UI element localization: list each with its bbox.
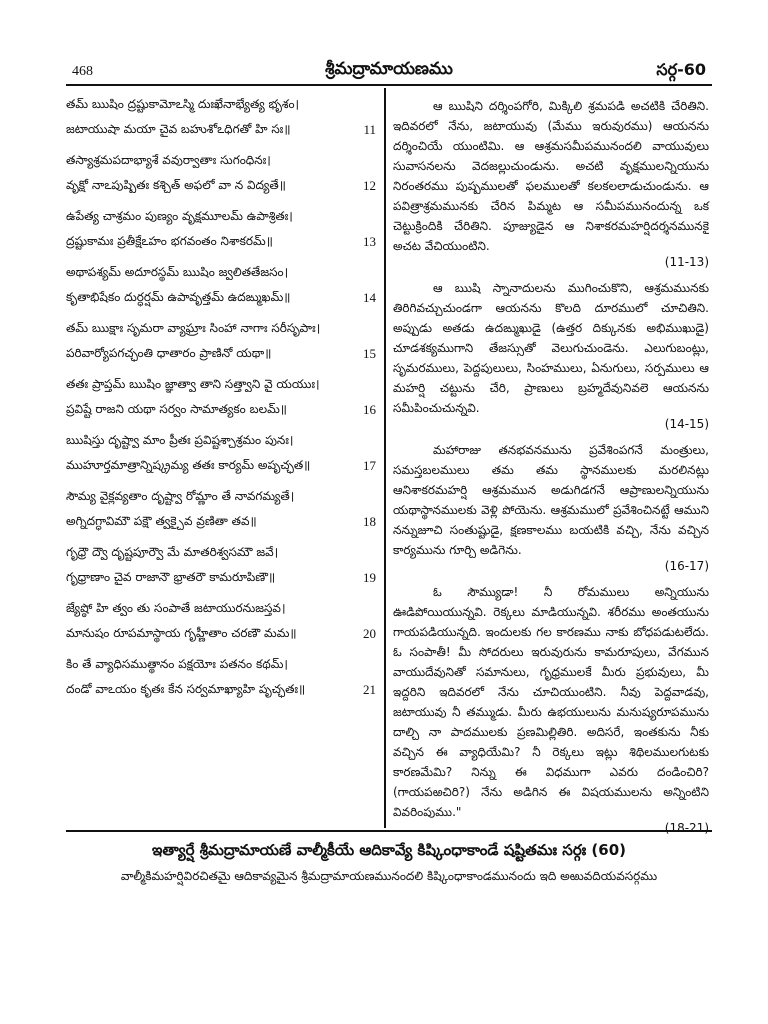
verse-line: అథాపశ్యమ్ అదూరస్థమ్ ఋషిం జ్వలితతేజసం। [66,265,289,279]
verse-line: గృధ్రాణాం చైవ రాజానౌ భ్రాతరౌ కామరూపిణౌ॥ 19 [66,565,378,590]
verse-line: వృక్షో నాఽపుష్పితః కశ్చిత్ అఫలో వా న విద్యతే॥ 12 [66,173,378,198]
verse-group [66,540,378,590]
commentary-paragraph [393,96,709,270]
verse-number: 17 [363,458,376,473]
verse-line: జ్యేష్ఠో హి త్వం తు సంపాతే జటాయురనుజస్తవ। [66,601,286,615]
verse-number: 14 [363,290,376,305]
verse-reference: (16-17) [664,559,709,573]
verse-number: 13 [363,234,376,249]
verse-line: తమ్ ఋషిం ద్రష్టుకామోఽస్మి దుఃఖేనాభ్యేత్య భృశం। [66,97,300,111]
verse-reference: (14-15) [664,417,709,431]
verse-group [66,484,378,534]
verse-group [66,652,378,702]
telugu-commentary-column [393,96,709,844]
verse-line: కిం తే వ్యాధిసముత్థానం పక్షయోః పతనం కథమ్। [66,657,288,671]
verse-line: తస్యాశ్రమపదాభ్యాశే వవుర్వాతాః సుగంధినః। [66,153,271,167]
verse-group [66,596,378,646]
colophon-sanskrit: ఇత్యార్షే శ్రీమద్రామాయణే వాల్మీకీయే ఆదికావ్యే కిష్కింధాకాండే షష్టితమః సర్గః (60) [152,841,626,859]
verse-group [66,148,378,198]
verse-group [66,92,378,142]
verse-group [66,316,378,366]
chapter-label: సర్గ-60 [656,60,706,79]
verse-group [66,428,378,478]
commentary-text: ఆ ఋషిని దర్శింపగోరి, మిక్కిలి శ్రమపడి అచటికి చేరితిని. ఇదివరలో నేను, జటాయువు (మేము ఇరువురము) ఆయనను దర్శించియే యుంటిమి. ఆ ఆశ్రమసమీపమునందలి వాయువులు సువాసనలను వెదజల్లుచుండును. అచటి వృక్షములన్నియును నిరంతరము పుష్పములతో ఫలములతో కలకలలాడుచుండును. ఆ పవిత్రాశ్రమమునకు చేరిన పిమ్మట ఆ సమీపమునందున్న ఒక చెట్టుక్రిందికి చేరితిని. పూజ్యుడైన ఆ నిశాకరమహర్షిదర్శనమునకై అచట వేచియుంటిని. [393,99,709,253]
verse-line: కృతాభిషేకం దుర్ధర్షమ్ ఉపావృత్తమ్ ఉదఙ్ముఖమ్॥ 14 [66,285,378,310]
commentary-paragraph [393,582,709,836]
verse-line: ద్రష్టుకామః ప్రతీక్షేఽహం భగవంతం నిశాకరమ్॥ 13 [66,229,378,254]
verse-line: పరివార్యోపగచ్ఛంతి ధాతారం ప్రాణినో యథా॥ 15 [66,341,378,366]
verse-number: 12 [363,178,376,193]
verse-line: ఉపేత్య చాశ్రమం పుణ్యం వృక్షమూలమ్ ఉపాశ్రితః। [66,209,293,223]
bottom-divider [66,830,712,832]
verse-number: 18 [363,514,376,529]
verse-number: 11 [363,122,376,137]
verse-number: 15 [363,346,376,361]
verse-line: మానుషం రూపమాస్థాయ గృహ్ణీతాం చరణౌ మమ॥ 20 [66,621,378,646]
verse-line: సౌమ్య వైక్లవ్యతాం దృష్ట్వా రోమ్ణాం తే నావగమ్యతే। [66,489,295,503]
commentary-paragraph [393,440,709,574]
verse-number: 16 [363,402,376,417]
verse-number: 19 [363,570,376,585]
verse-reference: (11-13) [664,255,709,269]
verse-line: ప్రవిష్టే రాజని యథా సర్వం సామాత్యకం బలమ్॥ 16 [66,397,378,422]
verse-line: అగ్నిదగ్ధావిమౌ పక్షౌ త్వక్చైవ వ్రణితా తవ॥ 18 [66,509,378,534]
verse-group [66,204,378,254]
page-header [66,58,712,86]
verse-number: 20 [363,626,376,641]
commentary-text: ఆ ఋషి స్నానాదులను ముగించుకొని, ఆశ్రమమునకు తిరిగివచ్చుచుండగా ఆయనను కొలది దూరములో చూచితిని. అప్పుడు అతడు ఉదఙ్ముఖుడై (ఉత్తర దిక్కునకు అభిముఖుడై) చూడశక్యముగాని తేజస్సుతో వెలుగుచుండెను. ఎలుగుబంట్లు, సృమరములు, పెద్దపులులు, సింహములు, ఏనుగులు, సర్పములు ఆ మహర్షి చట్టును చేరి, ప్రాణులు బ్రహ్మదేవునివలె ఆయనను సమీపించుచున్నవి. [393,281,709,415]
verse-reference: (18-21) [664,821,709,835]
verse-group [66,260,378,310]
running-title: శ్రీమద్రామాయణము [325,59,453,79]
verse-line: దండో వాఽయం కృతః కేన సర్వమాఖ్యాహి పృచ్ఛతః॥ 21 [66,677,378,702]
sanskrit-verses-column [66,92,378,702]
page-number: 468 [72,64,93,79]
colophon-telugu: వాల్మీకిమహర్షివిరచితమై ఆదికావ్యమైన శ్రీమద్రామాయణమునందలి కిష్కింధాకాండమునందు ఇది అఱువదియవసర్గము [120,869,658,883]
verse-line: గృధ్రౌ ద్వౌ దృష్టపూర్వౌ మే మాతరిశ్వసమౌ జవే। [66,545,279,559]
verse-line: జటాయుషా మయా చైవ బహుశోఽధిగతో హి సః॥ 11 [66,117,378,142]
verse-line: ఋషిస్తు దృష్ట్వా మాం ప్రీతః ప్రవిష్టశ్చాశ్రమం పునః। [66,433,294,447]
verse-line: తమ్ ఋక్షాః సృమరా వ్యాఘ్రాః సింహా నాగాః సరీసృపాః। [66,321,321,335]
commentary-paragraph [393,278,709,432]
verse-group [66,372,378,422]
commentary-text: ఓ సౌమ్యుడా! నీ రోమములు అన్నియును ఊడిపోయియున్నవి. రెక్కలు మాడియున్నవి. శరీరము అంతయును గాయపడియున్నది. ఇందులకు గల కారణము నాకు బోధపడుటలేదు. ఓ సంపాతీ! మీ సోదరులు ఇరువురును కామరూపులు, వేగమున వాయుదేవునితో సమానులు, గృధ్రములకే మీరు ప్రభువులు, మీ ఇద్దరిని ఇదివరలో నేను చూచియుంటిని. నీవు పెద్దవాడవు, జటాయువు నీ తమ్ముడు. మీరు ఉభయులును మనుష్యరూపమును దాల్చి నా పాదములకు ప్రణమిల్లితిరి. అదిసరే, ఇంతకును నీకు వచ్చిన ఈ వ్యాధియేమి? నీ రెక్కలు ఇట్లు శిథిలములగుటకు కారణమేమి? నిన్ను ఈ విధముగా ఎవరు దండించిరి? (గాయపఱచిరి?) నేను అడిగిన ఈ విషయములను అన్నింటిని వివరింపుము." [393,585,709,819]
verse-line: తతః ప్రాప్తమ్ ఋషిం జ్ఞాత్వా తాని సత్త్వాని వై యయుః। [66,377,320,391]
commentary-text: మహారాజు తనభవనమును ప్రవేశింపగనే మంత్రులు, సమస్తబలములు తమ తమ స్థానములకు మరలినట్లు ఆనిశాకరమహర్షి ఆశ్రమమున అడుగిడగనే ఆప్రాణులన్నియును యథాస్థానములకు వెళ్లి పోయెను. ఆశ్రమములో ప్రవేశించినట్టే ఆముని నన్నుజూచి సంతుష్టుడై, క్షణకాలము బయటికి వచ్చి, నేను వచ్చిన కార్యమును గూర్చి అడిగెను. [393,443,709,557]
column-divider [384,88,386,828]
verse-line: ముహూర్తమాత్రాన్నిష్క్రమ్య తతః కార్యమ్ అపృచ్ఛత॥ 17 [66,453,378,478]
verse-number: 21 [363,682,376,697]
